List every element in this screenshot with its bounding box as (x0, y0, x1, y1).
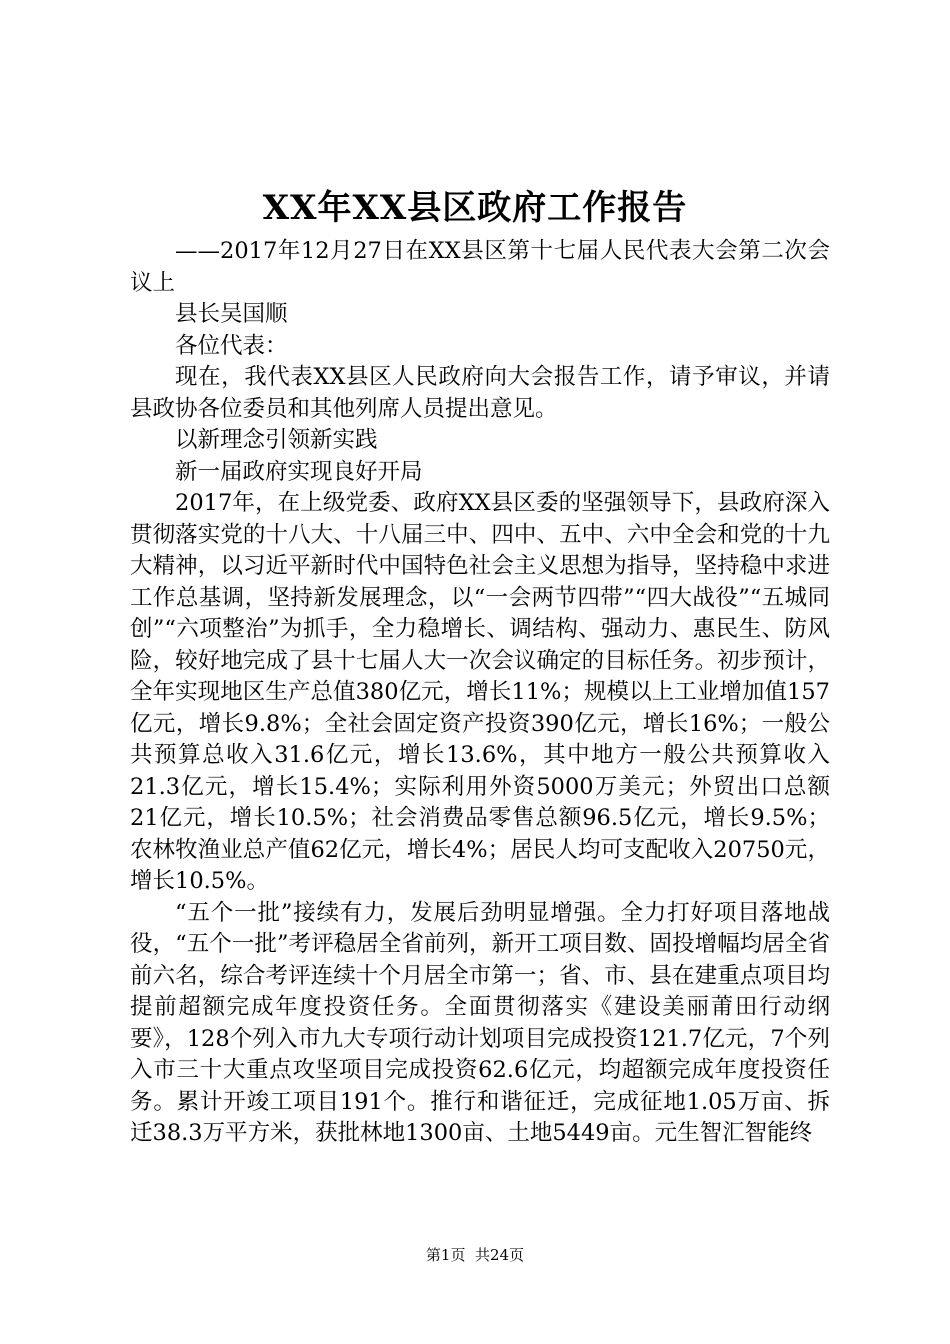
subtitle-paragraph: ——2017年12月27日在XX县区第十七届人民代表大会第二次会议上 (130, 238, 830, 296)
page-number: 第1页 (425, 1246, 466, 1264)
page-footer (0, 1244, 950, 1266)
salutation-line: 各位代表： (175, 332, 288, 359)
document-body (130, 236, 830, 1150)
speaker-line: 县长吴国顺 (175, 301, 288, 327)
section-heading: 以新理念引领新实践 (175, 427, 378, 453)
subsection-heading: 新一届政府实现良好开局 (175, 458, 423, 485)
body-paragraph: 2017年，在上级党委、政府XX县区委的坚强领导下，县政府深入贯彻落实党的十八大、十八届三中、四中、五中、六中全会和党的十九大精神，以习近平新时代中国特色社会主义思想为指导，坚持稳中求进工作总基调，坚持新发展理念，以“一会两节四带”“四大战役”“五城同创”“六项整治”为抓手，全力稳增长、调结构、强动力、惠民生、防风险，较好地完成了县十七届人大一次会议确定的目标任务。初步预计，全年实现地区生产总值380亿元，增长11%；规模以上工业增加值157亿元，增长9.8%；全社会固定资产投资390亿元，增长16%；一般公共预算总收入31.6亿元，增长13.6%，其中地方一般公共预算收入21.3亿元，增长15.4%；实际利用外资5000万美元；外贸出口总额21亿元，增长10.5%；社会消费品零售总额96.5亿元，增长9.5%；农林牧渔业总产值62亿元，增长4%；居民人均可支配收入20750元，增长10.5%。 (130, 490, 830, 894)
document-title: XX年XX县区政府工作报告 (262, 188, 688, 228)
page-total: 共24页 (475, 1246, 525, 1264)
body-paragraph: “五个一批”接续有力，发展后劲明显增强。全力打好项目落地战役，“五个一批”考评稳居全省前列，新开工项目数、固投增幅均居全省前六名，综合考评连续十个月居全市第一；省、市、县在建重点项目均提前超额完成年度投资任务。全面贯彻落实《建设美丽莆田行动纲要》，128个列入市九大专项行动计划项目完成投资121.7亿元，7个列入市三十大重点攻坚项目完成投资62.6亿元，均超额完成年度投资任务。累计开竣工项目191个。推行和谐征迁，完成征地1.05万亩、拆迁38.3万平方米，获批林地1300亩、土地5449亩。元生智汇智能终 (130, 899, 830, 1146)
intro-paragraph: 现在，我代表XX县区人民政府向大会报告工作，请予审议，并请县政协各位委员和其他列席人员提出意见。 (130, 364, 830, 422)
